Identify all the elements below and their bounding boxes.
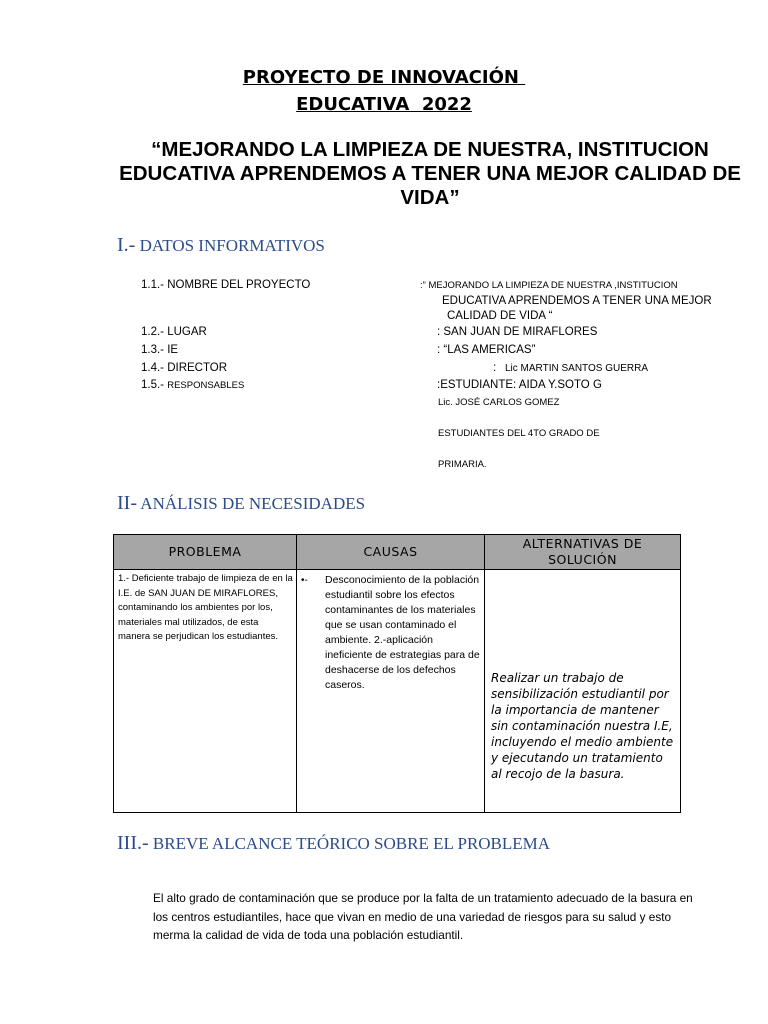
table-header-problem: PROBLEMA <box>114 535 297 570</box>
theory-paragraph: El alto grado de contaminación que se produce por la falta de un tratamiento adecuado de la basura en los centros estudiantiles, hace que vivan en medio de una variedad de riesgos para su salud y esto merma la calidad de vida de toda una población estudiantil. <box>153 891 693 942</box>
causes-text: Desconocimiento de la población estudiantil sobre los efectos contaminantes de los materiales que se usan contaminado el ambiente. 2.-aplicación ineficiente de estrategias para de deshacerse de los defechos caseros. <box>325 574 480 691</box>
problem-text: 1.- Deficiente trabajo de limpieza de en la I.E. de SAN JUAN DE MIRAFLORES, contaminando los ambientes por los, materiales mal utilizados, de esta manera se perjudican los estudiantes. <box>118 573 293 642</box>
alternatives-cell <box>485 570 681 813</box>
table-header-causes: CAUSAS <box>297 535 485 570</box>
responsable-students-grade: PRIMARIA. <box>438 459 487 470</box>
needs-analysis-table <box>113 534 681 813</box>
info-label-place: 1.2.- LUGAR <box>141 326 207 338</box>
info-label-project-name: 1.1.- NOMBRE DEL PROYECTO <box>141 279 311 291</box>
info-label-responsables: 1.5.- RESPONSABLES <box>141 379 245 391</box>
info-value-ie: : “LAS AMERICAS” <box>437 344 536 356</box>
info-value-project-name-line3: CALIDAD DE VIDA “ <box>447 310 553 322</box>
info-value-project-name-line2: EDUCATIVA APRENDEMOS A TENER UNA MEJOR <box>442 295 712 307</box>
section-1-heading: I.- DATOS INFORMATIVOS <box>117 234 325 256</box>
project-title-line2: EDUCATIVA 2022 <box>296 94 472 115</box>
alternative-text: Realizar un trabajo de sensibilización estudiantil por la importancia de mantener sin contaminación nuestra I.E, incluyendo el medio ambiente y ejecutando un tratamiento al recojo de la basura. <box>491 671 674 781</box>
problem-cell <box>114 570 297 813</box>
responsable-students: ESTUDIANTES DEL 4TO GRADO DE <box>438 428 600 439</box>
info-value-place: : SAN JUAN DE MIRAFLORES <box>437 326 598 338</box>
responsable-teacher: Lic. JOSÉ CARLOS GOMEZ <box>438 397 560 408</box>
causes-cell <box>297 570 485 813</box>
info-value-responsables: :ESTUDIANTE: AIDA Y.SOTO G <box>437 379 602 391</box>
bullet-icon: •- <box>301 575 308 586</box>
info-label-ie: 1.3.- IE <box>141 344 179 356</box>
info-value-director: Lic MARTIN SANTOS GUERRA <box>505 363 648 374</box>
info-value-project-name-line1: :” MEJORANDO LA LIMPIEZA DE NUESTRA ,INSTITUCION <box>420 280 678 291</box>
section-3-heading: III.- BREVE ALCANCE TEÓRICO SOBRE EL PROBLEMA <box>117 832 551 854</box>
info-value-director-colon: : <box>493 362 497 374</box>
project-title-line1: PROYECTO DE INNOVACIÓN <box>242 67 526 88</box>
table-row <box>114 570 681 813</box>
project-subtitle: “MEJORANDO LA LIMPIEZA DE NUESTRA, INSTITUCION EDUCATIVA APRENDEMOS A TENER UNA MEJOR CALIDAD DE VIDA” <box>119 138 741 209</box>
section-2-heading: II- ANÁLISIS DE NECESIDADES <box>117 492 366 514</box>
table-header-alternatives: ALTERNATIVAS DE SOLUCIÓN <box>485 535 681 570</box>
info-label-director: 1.4.- DIRECTOR <box>141 362 228 374</box>
